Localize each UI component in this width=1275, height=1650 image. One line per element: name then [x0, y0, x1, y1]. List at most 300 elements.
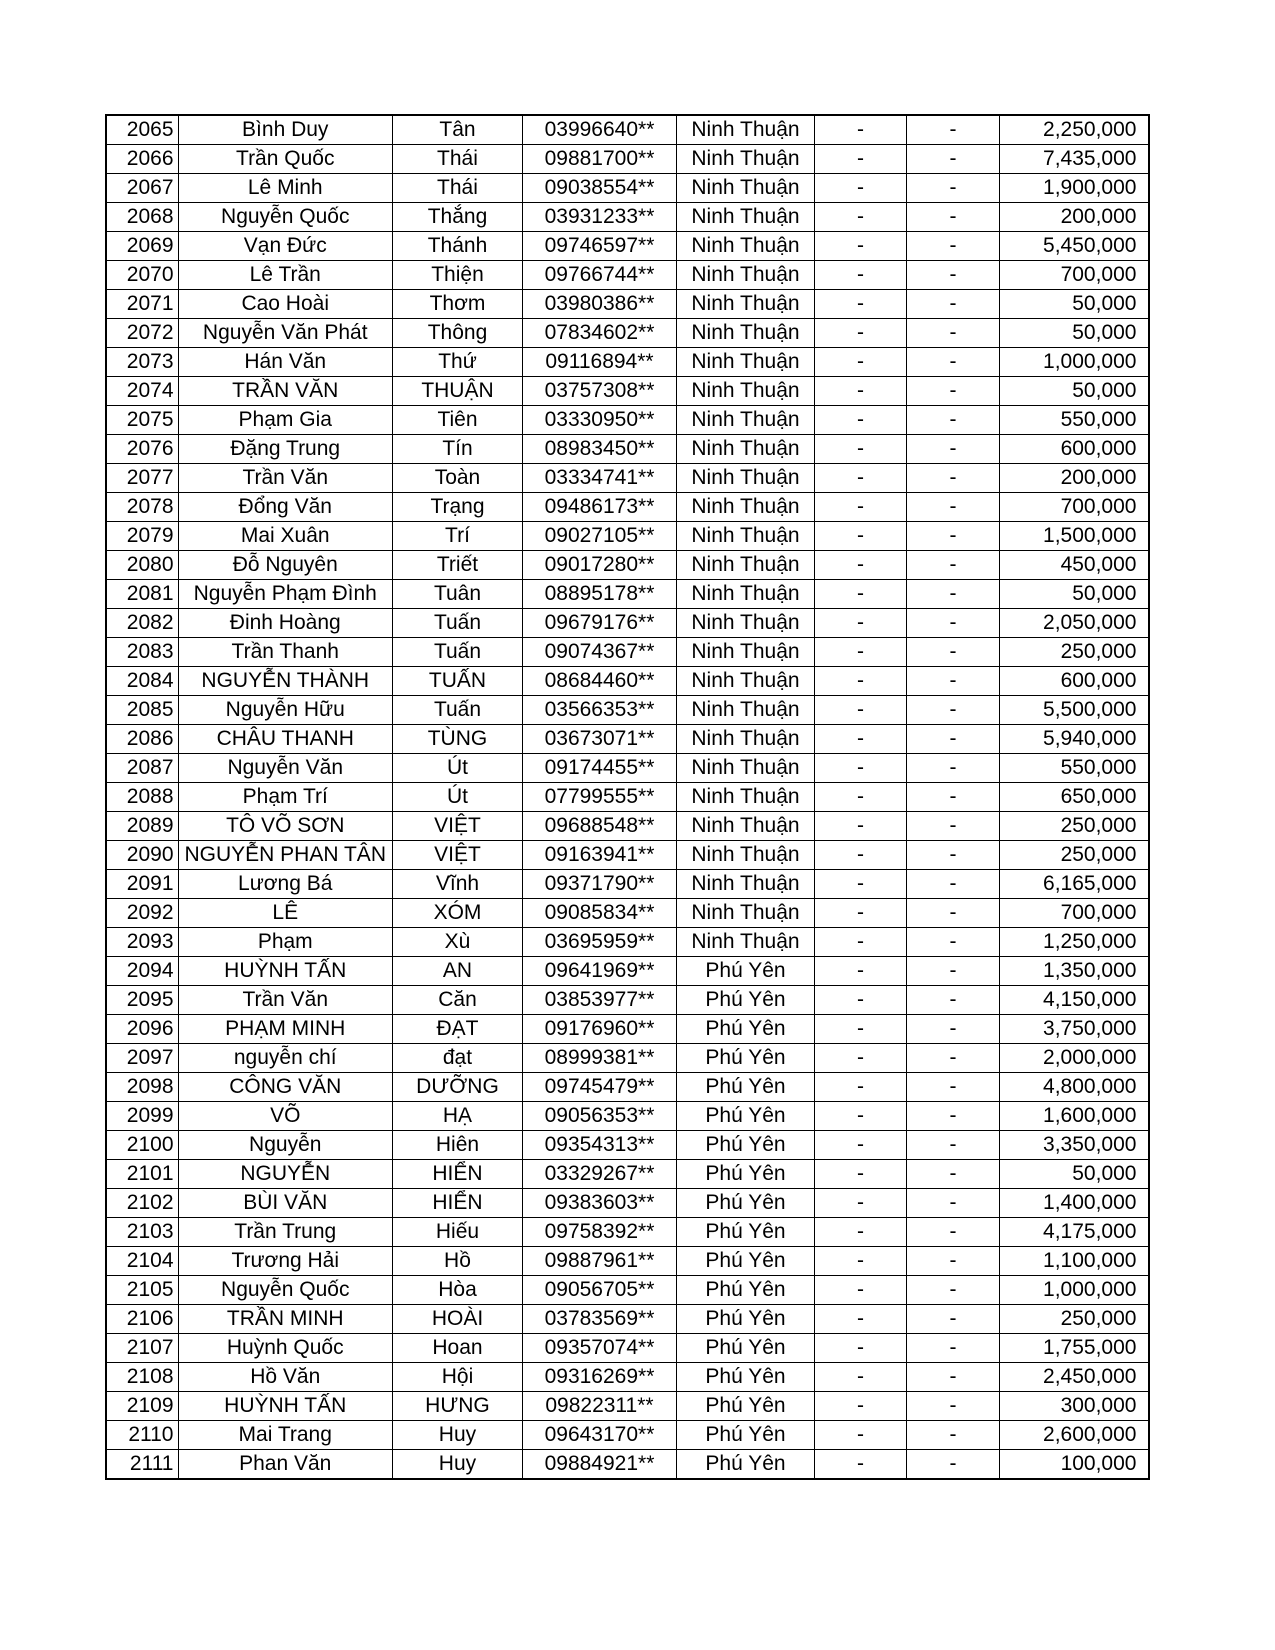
phone-number-cell: 03980386** — [522, 290, 676, 319]
table-row — [106, 841, 1149, 870]
empty-column-1-cell: - — [814, 667, 906, 696]
empty-column-2-cell: - — [906, 203, 999, 232]
empty-column-1-cell: - — [814, 696, 906, 725]
row-number-cell: 2072 — [106, 319, 178, 348]
phone-number-cell: 09316269** — [522, 1363, 676, 1392]
family-middle-name-cell: Bình Duy — [178, 115, 392, 145]
family-middle-name-cell: nguyễn chí — [178, 1044, 392, 1073]
empty-column-2-cell: - — [906, 1044, 999, 1073]
empty-column-1-cell: - — [814, 1450, 906, 1480]
row-number-cell: 2099 — [106, 1102, 178, 1131]
family-middle-name-cell: Phan Văn — [178, 1450, 392, 1480]
empty-column-1-cell: - — [814, 1392, 906, 1421]
empty-column-2-cell: - — [906, 1015, 999, 1044]
row-number-cell: 2078 — [106, 493, 178, 522]
amount-cell: 50,000 — [999, 290, 1149, 319]
empty-column-1-cell: - — [814, 1363, 906, 1392]
given-name-cell: Tuấn — [392, 638, 522, 667]
given-name-cell: VIỆT — [392, 812, 522, 841]
given-name-cell: Căn — [392, 986, 522, 1015]
family-middle-name-cell: Vạn Đức — [178, 232, 392, 261]
empty-column-2-cell: - — [906, 812, 999, 841]
table-row — [106, 928, 1149, 957]
empty-column-1-cell: - — [814, 115, 906, 145]
empty-column-1-cell: - — [814, 377, 906, 406]
province-cell: Phú Yên — [676, 1392, 814, 1421]
row-number-cell: 2110 — [106, 1421, 178, 1450]
given-name-cell: HẠ — [392, 1102, 522, 1131]
table-row — [106, 986, 1149, 1015]
family-middle-name-cell: Nguyễn Văn Phát — [178, 319, 392, 348]
empty-column-2-cell: - — [906, 377, 999, 406]
province-cell: Ninh Thuận — [676, 841, 814, 870]
province-cell: Phú Yên — [676, 1334, 814, 1363]
family-middle-name-cell: Đổng Văn — [178, 493, 392, 522]
family-middle-name-cell: HUỲNH TẤN — [178, 1392, 392, 1421]
empty-column-2-cell: - — [906, 290, 999, 319]
province-cell: Ninh Thuận — [676, 115, 814, 145]
phone-number-cell: 09745479** — [522, 1073, 676, 1102]
family-middle-name-cell: Lê Minh — [178, 174, 392, 203]
given-name-cell: Út — [392, 754, 522, 783]
province-cell: Ninh Thuận — [676, 551, 814, 580]
row-number-cell: 2108 — [106, 1363, 178, 1392]
province-cell: Phú Yên — [676, 1247, 814, 1276]
phone-number-cell: 08983450** — [522, 435, 676, 464]
row-number-cell: 2077 — [106, 464, 178, 493]
province-cell: Phú Yên — [676, 1450, 814, 1480]
province-cell: Phú Yên — [676, 1363, 814, 1392]
row-number-cell: 2103 — [106, 1218, 178, 1247]
given-name-cell: Thứ — [392, 348, 522, 377]
given-name-cell: Thông — [392, 319, 522, 348]
empty-column-1-cell: - — [814, 1421, 906, 1450]
family-middle-name-cell: Huỳnh Quốc — [178, 1334, 392, 1363]
table-row — [106, 1276, 1149, 1305]
given-name-cell: Huy — [392, 1421, 522, 1450]
table-row — [106, 232, 1149, 261]
given-name-cell: Trạng — [392, 493, 522, 522]
table-row — [106, 1131, 1149, 1160]
family-middle-name-cell: PHẠM MINH — [178, 1015, 392, 1044]
phone-number-cell: 09758392** — [522, 1218, 676, 1247]
empty-column-2-cell: - — [906, 1392, 999, 1421]
amount-cell: 250,000 — [999, 638, 1149, 667]
family-middle-name-cell: Nguyễn — [178, 1131, 392, 1160]
table-row — [106, 493, 1149, 522]
family-middle-name-cell: Cao Hoài — [178, 290, 392, 319]
row-number-cell: 2097 — [106, 1044, 178, 1073]
province-cell: Phú Yên — [676, 1102, 814, 1131]
family-middle-name-cell: Hồ Văn — [178, 1363, 392, 1392]
empty-column-2-cell: - — [906, 1276, 999, 1305]
province-cell: Phú Yên — [676, 1218, 814, 1247]
empty-column-2-cell: - — [906, 580, 999, 609]
amount-cell: 2,000,000 — [999, 1044, 1149, 1073]
empty-column-2-cell: - — [906, 783, 999, 812]
row-number-cell: 2069 — [106, 232, 178, 261]
amount-cell: 4,175,000 — [999, 1218, 1149, 1247]
phone-number-cell: 09746597** — [522, 232, 676, 261]
row-number-cell: 2105 — [106, 1276, 178, 1305]
empty-column-2-cell: - — [906, 1450, 999, 1480]
table-row — [106, 145, 1149, 174]
province-cell: Ninh Thuận — [676, 696, 814, 725]
empty-column-1-cell: - — [814, 1276, 906, 1305]
table-row — [106, 1392, 1149, 1421]
family-middle-name-cell: CÔNG VĂN — [178, 1073, 392, 1102]
empty-column-1-cell: - — [814, 1305, 906, 1334]
empty-column-2-cell: - — [906, 696, 999, 725]
donation-table — [105, 114, 1150, 1480]
phone-number-cell: 08895178** — [522, 580, 676, 609]
given-name-cell: Toàn — [392, 464, 522, 493]
amount-cell: 50,000 — [999, 1160, 1149, 1189]
table-row — [106, 348, 1149, 377]
row-number-cell: 2109 — [106, 1392, 178, 1421]
table-row — [106, 1421, 1149, 1450]
family-middle-name-cell: Phạm — [178, 928, 392, 957]
row-number-cell: 2075 — [106, 406, 178, 435]
province-cell: Phú Yên — [676, 1305, 814, 1334]
family-middle-name-cell: Trần Văn — [178, 464, 392, 493]
row-number-cell: 2093 — [106, 928, 178, 957]
given-name-cell: XÓM — [392, 899, 522, 928]
province-cell: Ninh Thuận — [676, 377, 814, 406]
row-number-cell: 2087 — [106, 754, 178, 783]
given-name-cell: Tuấn — [392, 696, 522, 725]
phone-number-cell: 09056705** — [522, 1276, 676, 1305]
amount-cell: 2,050,000 — [999, 609, 1149, 638]
empty-column-1-cell: - — [814, 725, 906, 754]
phone-number-cell: 09357074** — [522, 1334, 676, 1363]
given-name-cell: Thiện — [392, 261, 522, 290]
table-row — [106, 174, 1149, 203]
family-middle-name-cell: Trần Quốc — [178, 145, 392, 174]
table-row — [106, 1160, 1149, 1189]
given-name-cell: Triết — [392, 551, 522, 580]
phone-number-cell: 09688548** — [522, 812, 676, 841]
empty-column-1-cell: - — [814, 841, 906, 870]
amount-cell: 550,000 — [999, 754, 1149, 783]
given-name-cell: Út — [392, 783, 522, 812]
empty-column-1-cell: - — [814, 435, 906, 464]
row-number-cell: 2100 — [106, 1131, 178, 1160]
province-cell: Phú Yên — [676, 1073, 814, 1102]
phone-number-cell: 09643170** — [522, 1421, 676, 1450]
given-name-cell: Tiên — [392, 406, 522, 435]
table-row — [106, 1247, 1149, 1276]
row-number-cell: 2083 — [106, 638, 178, 667]
table-row — [106, 1218, 1149, 1247]
row-number-cell: 2106 — [106, 1305, 178, 1334]
given-name-cell: Hội — [392, 1363, 522, 1392]
row-number-cell: 2084 — [106, 667, 178, 696]
given-name-cell: HOÀI — [392, 1305, 522, 1334]
given-name-cell: Vĩnh — [392, 870, 522, 899]
given-name-cell: đạt — [392, 1044, 522, 1073]
family-middle-name-cell: Nguyễn Quốc — [178, 1276, 392, 1305]
given-name-cell: HIỂN — [392, 1189, 522, 1218]
given-name-cell: Thái — [392, 174, 522, 203]
family-middle-name-cell: Lương Bá — [178, 870, 392, 899]
row-number-cell: 2071 — [106, 290, 178, 319]
given-name-cell: VIỆT — [392, 841, 522, 870]
province-cell: Ninh Thuận — [676, 899, 814, 928]
phone-number-cell: 09085834** — [522, 899, 676, 928]
empty-column-2-cell: - — [906, 638, 999, 667]
amount-cell: 700,000 — [999, 899, 1149, 928]
empty-column-2-cell: - — [906, 1305, 999, 1334]
province-cell: Ninh Thuận — [676, 319, 814, 348]
table-row — [106, 1015, 1149, 1044]
phone-number-cell: 09174455** — [522, 754, 676, 783]
row-number-cell: 2068 — [106, 203, 178, 232]
amount-cell: 650,000 — [999, 783, 1149, 812]
table-row — [106, 667, 1149, 696]
province-cell: Ninh Thuận — [676, 580, 814, 609]
amount-cell: 2,600,000 — [999, 1421, 1149, 1450]
empty-column-1-cell: - — [814, 1189, 906, 1218]
row-number-cell: 2067 — [106, 174, 178, 203]
empty-column-2-cell: - — [906, 841, 999, 870]
row-number-cell: 2076 — [106, 435, 178, 464]
given-name-cell: Thánh — [392, 232, 522, 261]
family-middle-name-cell: Mai Trang — [178, 1421, 392, 1450]
empty-column-1-cell: - — [814, 406, 906, 435]
phone-number-cell: 03566353** — [522, 696, 676, 725]
table-row — [106, 1073, 1149, 1102]
amount-cell: 250,000 — [999, 841, 1149, 870]
phone-number-cell: 08684460** — [522, 667, 676, 696]
given-name-cell: Xù — [392, 928, 522, 957]
province-cell: Ninh Thuận — [676, 870, 814, 899]
empty-column-1-cell: - — [814, 464, 906, 493]
family-middle-name-cell: Phạm Gia — [178, 406, 392, 435]
province-cell: Ninh Thuận — [676, 145, 814, 174]
phone-number-cell: 09887961** — [522, 1247, 676, 1276]
family-middle-name-cell: TRẦN VĂN — [178, 377, 392, 406]
province-cell: Ninh Thuận — [676, 754, 814, 783]
empty-column-1-cell: - — [814, 290, 906, 319]
empty-column-2-cell: - — [906, 1247, 999, 1276]
row-number-cell: 2096 — [106, 1015, 178, 1044]
row-number-cell: 2070 — [106, 261, 178, 290]
family-middle-name-cell: TRẦN MINH — [178, 1305, 392, 1334]
row-number-cell: 2091 — [106, 870, 178, 899]
family-middle-name-cell: Nguyễn Quốc — [178, 203, 392, 232]
amount-cell: 1,400,000 — [999, 1189, 1149, 1218]
family-middle-name-cell: LÊ — [178, 899, 392, 928]
province-cell: Ninh Thuận — [676, 493, 814, 522]
empty-column-2-cell: - — [906, 232, 999, 261]
empty-column-2-cell: - — [906, 1189, 999, 1218]
phone-number-cell: 09176960** — [522, 1015, 676, 1044]
province-cell: Phú Yên — [676, 957, 814, 986]
empty-column-1-cell: - — [814, 522, 906, 551]
given-name-cell: THUẬN — [392, 377, 522, 406]
phone-number-cell: 03931233** — [522, 203, 676, 232]
amount-cell: 1,900,000 — [999, 174, 1149, 203]
empty-column-2-cell: - — [906, 348, 999, 377]
given-name-cell: TÙNG — [392, 725, 522, 754]
empty-column-2-cell: - — [906, 928, 999, 957]
province-cell: Ninh Thuận — [676, 783, 814, 812]
row-number-cell: 2090 — [106, 841, 178, 870]
amount-cell: 1,755,000 — [999, 1334, 1149, 1363]
phone-number-cell: 03757308** — [522, 377, 676, 406]
family-middle-name-cell: Trần Trung — [178, 1218, 392, 1247]
empty-column-1-cell: - — [814, 1218, 906, 1247]
row-number-cell: 2092 — [106, 899, 178, 928]
amount-cell: 7,435,000 — [999, 145, 1149, 174]
given-name-cell: Thái — [392, 145, 522, 174]
family-middle-name-cell: BÙI VĂN — [178, 1189, 392, 1218]
given-name-cell: Tuấn — [392, 609, 522, 638]
phone-number-cell: 09881700** — [522, 145, 676, 174]
given-name-cell: TUẤN — [392, 667, 522, 696]
table-row — [106, 957, 1149, 986]
family-middle-name-cell: NGUYỄN — [178, 1160, 392, 1189]
row-number-cell: 2095 — [106, 986, 178, 1015]
empty-column-1-cell: - — [814, 1044, 906, 1073]
given-name-cell: Thơm — [392, 290, 522, 319]
amount-cell: 1,600,000 — [999, 1102, 1149, 1131]
phone-number-cell: 09822311** — [522, 1392, 676, 1421]
family-middle-name-cell: NGUYỄN THÀNH — [178, 667, 392, 696]
empty-column-2-cell: - — [906, 551, 999, 580]
empty-column-1-cell: - — [814, 203, 906, 232]
given-name-cell: Hiếu — [392, 1218, 522, 1247]
province-cell: Phú Yên — [676, 1044, 814, 1073]
amount-cell: 450,000 — [999, 551, 1149, 580]
phone-number-cell: 09641969** — [522, 957, 676, 986]
family-middle-name-cell: NGUYỄN PHAN TÂN — [178, 841, 392, 870]
empty-column-1-cell: - — [814, 145, 906, 174]
family-middle-name-cell: VÕ — [178, 1102, 392, 1131]
empty-column-1-cell: - — [814, 174, 906, 203]
table-row — [106, 377, 1149, 406]
amount-cell: 3,750,000 — [999, 1015, 1149, 1044]
table-row — [106, 696, 1149, 725]
table-row — [106, 783, 1149, 812]
table-row — [106, 812, 1149, 841]
amount-cell: 300,000 — [999, 1392, 1149, 1421]
empty-column-2-cell: - — [906, 522, 999, 551]
empty-column-2-cell: - — [906, 261, 999, 290]
empty-column-1-cell: - — [814, 812, 906, 841]
given-name-cell: AN — [392, 957, 522, 986]
amount-cell: 5,500,000 — [999, 696, 1149, 725]
empty-column-2-cell: - — [906, 174, 999, 203]
amount-cell: 700,000 — [999, 493, 1149, 522]
amount-cell: 1,350,000 — [999, 957, 1149, 986]
given-name-cell: Hoan — [392, 1334, 522, 1363]
given-name-cell: Trí — [392, 522, 522, 551]
province-cell: Ninh Thuận — [676, 522, 814, 551]
row-number-cell: 2081 — [106, 580, 178, 609]
empty-column-1-cell: - — [814, 1102, 906, 1131]
phone-number-cell: 03996640** — [522, 115, 676, 145]
phone-number-cell: 09056353** — [522, 1102, 676, 1131]
amount-cell: 1,500,000 — [999, 522, 1149, 551]
empty-column-1-cell: - — [814, 1073, 906, 1102]
table-row — [106, 319, 1149, 348]
amount-cell: 2,450,000 — [999, 1363, 1149, 1392]
family-middle-name-cell: Nguyễn Phạm Đình — [178, 580, 392, 609]
empty-column-2-cell: - — [906, 899, 999, 928]
table-row — [106, 435, 1149, 464]
phone-number-cell: 09038554** — [522, 174, 676, 203]
empty-column-1-cell: - — [814, 899, 906, 928]
family-middle-name-cell: Đỗ Nguyên — [178, 551, 392, 580]
amount-cell: 1,000,000 — [999, 348, 1149, 377]
empty-column-1-cell: - — [814, 493, 906, 522]
empty-column-2-cell: - — [906, 493, 999, 522]
province-cell: Ninh Thuận — [676, 174, 814, 203]
province-cell: Ninh Thuận — [676, 464, 814, 493]
row-number-cell: 2104 — [106, 1247, 178, 1276]
province-cell: Ninh Thuận — [676, 261, 814, 290]
amount-cell: 50,000 — [999, 580, 1149, 609]
empty-column-2-cell: - — [906, 754, 999, 783]
phone-number-cell: 07799555** — [522, 783, 676, 812]
empty-column-1-cell: - — [814, 348, 906, 377]
empty-column-2-cell: - — [906, 435, 999, 464]
family-middle-name-cell: Nguyễn Văn — [178, 754, 392, 783]
phone-number-cell: 03695959** — [522, 928, 676, 957]
empty-column-1-cell: - — [814, 1334, 906, 1363]
family-middle-name-cell: Hán Văn — [178, 348, 392, 377]
phone-number-cell: 03330950** — [522, 406, 676, 435]
table-body — [106, 115, 1149, 1479]
phone-number-cell: 09163941** — [522, 841, 676, 870]
phone-number-cell: 09017280** — [522, 551, 676, 580]
given-name-cell: Hiên — [392, 1131, 522, 1160]
family-middle-name-cell: Đặng Trung — [178, 435, 392, 464]
empty-column-2-cell: - — [906, 1160, 999, 1189]
phone-number-cell: 03329267** — [522, 1160, 676, 1189]
table-row — [106, 1189, 1149, 1218]
amount-cell: 600,000 — [999, 435, 1149, 464]
province-cell: Phú Yên — [676, 1421, 814, 1450]
empty-column-1-cell: - — [814, 551, 906, 580]
amount-cell: 200,000 — [999, 464, 1149, 493]
phone-number-cell: 09027105** — [522, 522, 676, 551]
phone-number-cell: 09371790** — [522, 870, 676, 899]
table-row — [106, 609, 1149, 638]
given-name-cell: Tín — [392, 435, 522, 464]
given-name-cell: HƯNG — [392, 1392, 522, 1421]
family-middle-name-cell: Trương Hải — [178, 1247, 392, 1276]
amount-cell: 250,000 — [999, 1305, 1149, 1334]
given-name-cell: DƯỠNG — [392, 1073, 522, 1102]
empty-column-2-cell: - — [906, 1102, 999, 1131]
phone-number-cell: 09354313** — [522, 1131, 676, 1160]
province-cell: Phú Yên — [676, 986, 814, 1015]
row-number-cell: 2086 — [106, 725, 178, 754]
phone-number-cell: 09766744** — [522, 261, 676, 290]
empty-column-2-cell: - — [906, 464, 999, 493]
amount-cell: 6,165,000 — [999, 870, 1149, 899]
amount-cell: 1,000,000 — [999, 1276, 1149, 1305]
phone-number-cell: 03673071** — [522, 725, 676, 754]
given-name-cell: HIỂN — [392, 1160, 522, 1189]
amount-cell: 3,350,000 — [999, 1131, 1149, 1160]
amount-cell: 700,000 — [999, 261, 1149, 290]
empty-column-1-cell: - — [814, 870, 906, 899]
table-row — [106, 1102, 1149, 1131]
